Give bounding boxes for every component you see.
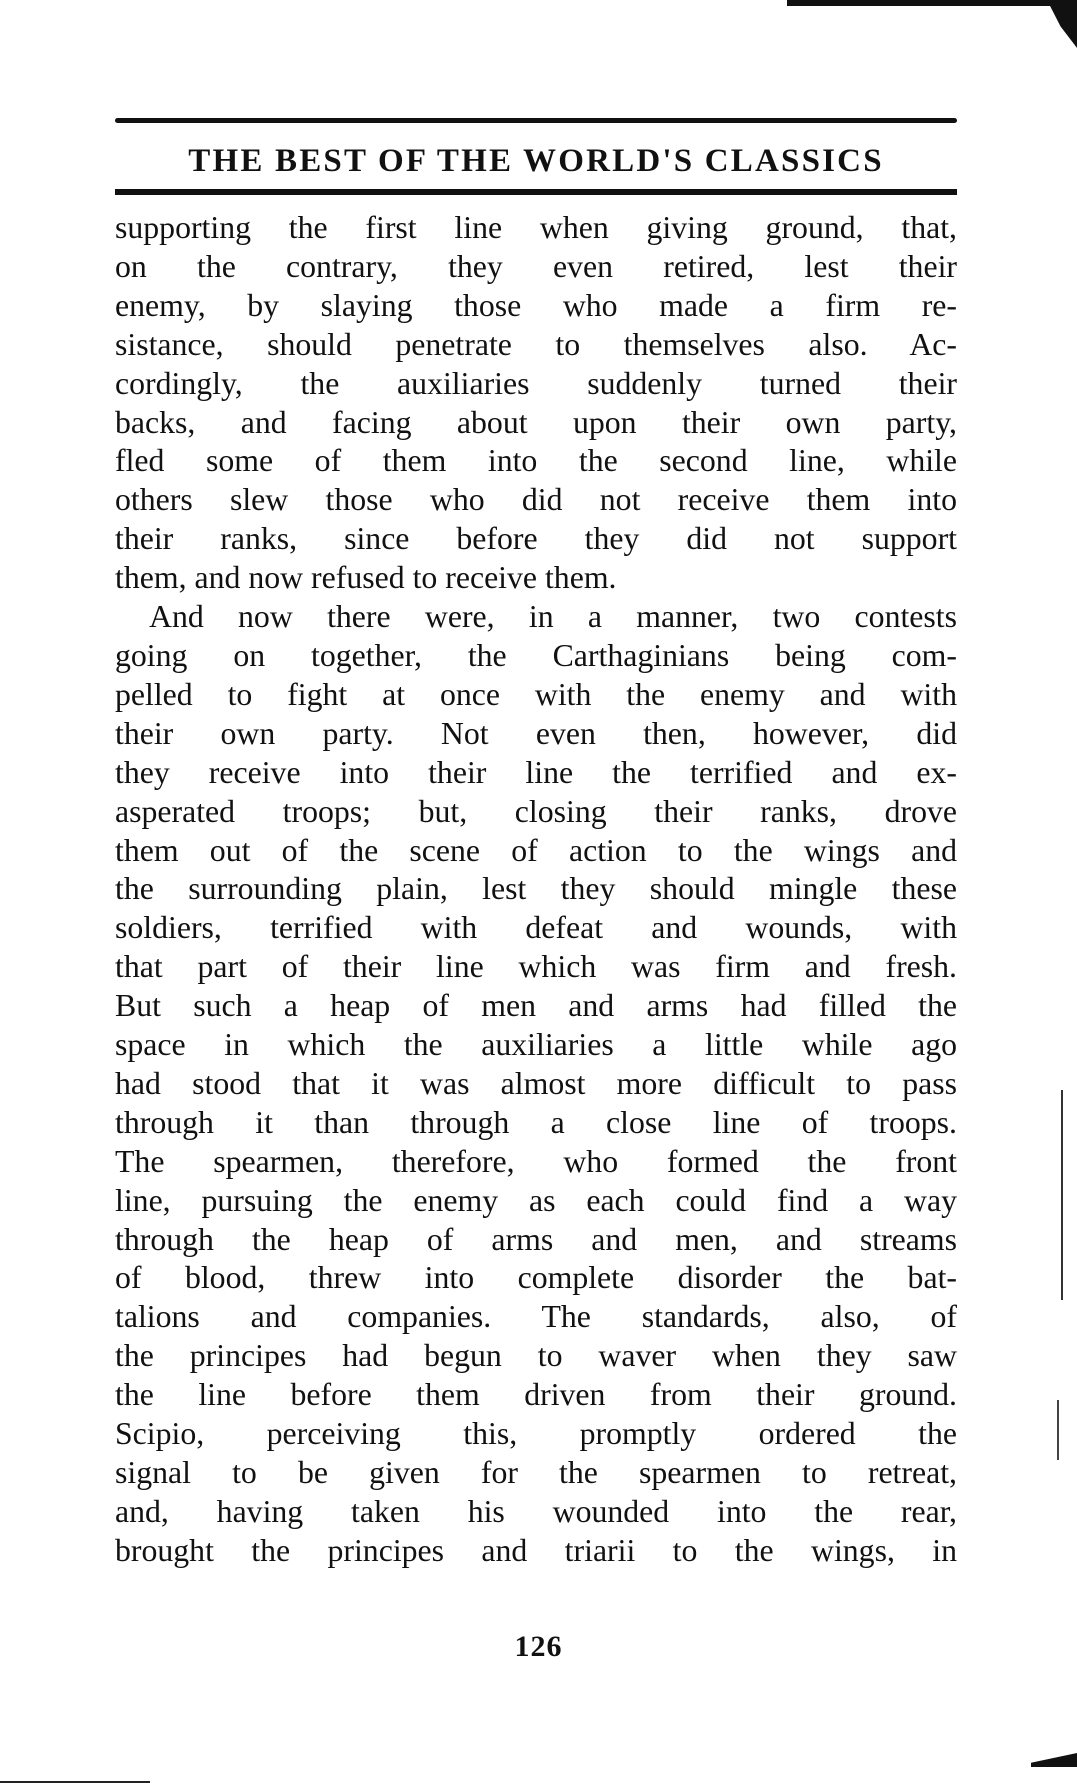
- text-line: enemy, by slaying those who made a firm re-: [115, 287, 957, 323]
- text-line: the principes had begun to waver when they saw: [115, 1338, 957, 1374]
- text-line: But such a heap of men and arms had filled the: [115, 988, 957, 1024]
- text-line: and, having taken his wounded into the rear,: [115, 1493, 957, 1529]
- text-line: soldiers, terrified with defeat and wounds, with: [115, 910, 957, 946]
- scan-edge-right: [1061, 1090, 1063, 1300]
- text-line: sistance, should penetrate to themselves also. Ac-: [115, 326, 957, 362]
- text-line: them, and now refused to receive them.: [115, 560, 617, 596]
- text-line: line, pursuing the enemy as each could find a way: [115, 1182, 957, 1218]
- scan-corner-mark: [1047, 0, 1077, 48]
- text-line: the surrounding plain, lest they should mingle these: [115, 871, 957, 907]
- text-line: had stood that it was almost more difficult to pass: [115, 1065, 957, 1101]
- text-line: that part of their line which was firm and fresh.: [115, 949, 957, 985]
- text-line: going on together, the Carthaginians being com-: [115, 637, 957, 673]
- text-line: on the contrary, they even retired, lest their: [115, 248, 957, 284]
- text-line: through the heap of arms and men, and streams: [115, 1221, 957, 1257]
- text-line: space in which the auxiliaries a little while ago: [115, 1027, 957, 1063]
- text-line: their ranks, since before they did not support: [115, 521, 957, 557]
- text-line: through it than through a close line of troops.: [115, 1104, 957, 1140]
- text-line: signal to be given for the spearmen to retreat,: [115, 1455, 957, 1490]
- page-number: 126: [514, 1630, 563, 1663]
- text-line: brought the principes and triarii to the wings, in: [115, 1532, 957, 1568]
- book-page: [115, 118, 957, 1571]
- running-title: THE BEST OF THE WORLD'S CLASSICS: [188, 143, 884, 179]
- text-line: And now there were, in a manner, two contests: [149, 599, 957, 635]
- scan-edge-bottom-right: [1031, 1753, 1077, 1767]
- text-line: The spearmen, therefore, who formed the front: [115, 1143, 957, 1179]
- scan-edge-top: [787, 0, 1077, 24]
- text-line: Scipio, perceiving this, promptly ordered the: [115, 1416, 957, 1452]
- text-line: cordingly, the auxiliaries suddenly turned their: [115, 365, 957, 401]
- paragraph-1: [115, 209, 957, 598]
- text-line: others slew those who did not receive them into: [115, 482, 957, 518]
- text-line: pelled to fight at once with the enemy and with: [115, 676, 957, 712]
- paragraph-2: [115, 598, 957, 1571]
- text-line: asperated troops; but, closing their ranks, drove: [115, 793, 957, 829]
- text-line: the line before them driven from their ground.: [115, 1377, 957, 1413]
- text-line: talions and companies. The standards, also, of: [115, 1299, 957, 1335]
- text-line: their own party. Not even then, however, did: [115, 715, 957, 751]
- text-line: they receive into their line the terrified and ex-: [115, 754, 957, 790]
- header-rule-bottom: [115, 189, 957, 195]
- text-line: supporting the first line when giving ground, that,: [115, 210, 957, 245]
- header-rule-top: [115, 118, 957, 123]
- text-line: backs, and facing about upon their own party,: [115, 404, 957, 440]
- text-line: of blood, threw into complete disorder the bat-: [115, 1260, 957, 1296]
- text-line: them out of the scene of action to the wings and: [115, 832, 957, 868]
- text-line: fled some of them into the second line, while: [115, 443, 957, 479]
- scan-edge-right-lower: [1057, 1400, 1059, 1460]
